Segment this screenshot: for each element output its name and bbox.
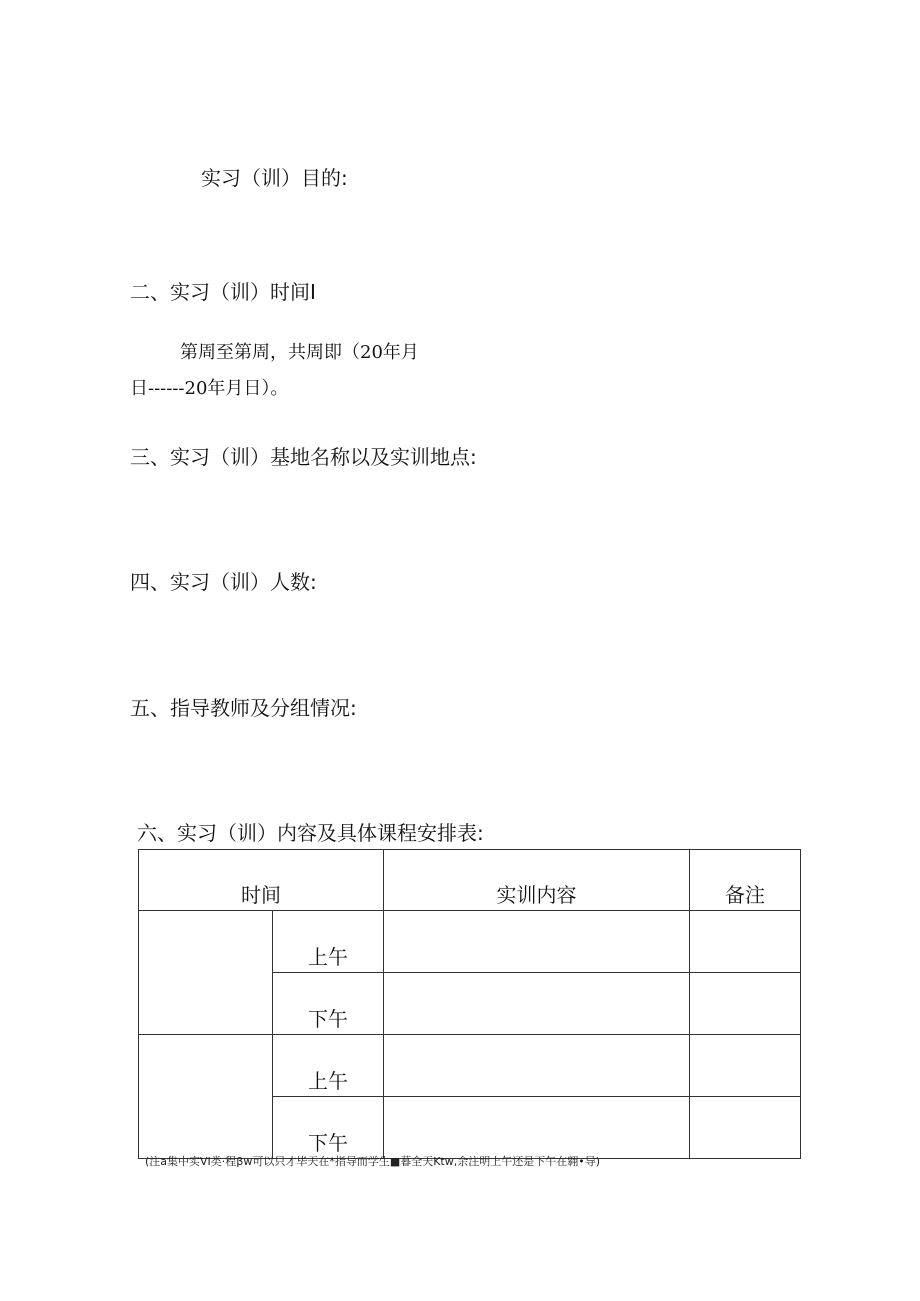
time-description-line-1: 第周至第周，共周即（20年月	[180, 342, 419, 363]
heading-instructors: 五、指导教师及分组情况:	[130, 696, 357, 720]
schedule-table	[138, 849, 801, 1159]
remark-cell[interactable]	[690, 973, 801, 1035]
day-cell[interactable]	[139, 911, 273, 1035]
period-cell: 下午	[273, 973, 384, 1035]
heading-headcount: 四、实习（训）人数:	[130, 570, 317, 594]
content-cell[interactable]	[384, 973, 690, 1035]
period-cell: 上午	[273, 1035, 384, 1097]
remark-cell[interactable]	[690, 1097, 801, 1159]
day-cell[interactable]	[139, 1035, 273, 1159]
time-description-line-2: 日------20年月日）。	[130, 378, 289, 399]
header-time: 时间	[139, 850, 384, 911]
heading-time: 二、实习（训）时间I	[130, 280, 316, 304]
content-cell[interactable]	[384, 911, 690, 973]
header-remark: 备注	[690, 850, 801, 911]
table-header-row	[139, 850, 801, 911]
table-footnote: (注a集中实VI类·程βw可以只才毕天在*指导而学生■暮全天Ktw,余注明上午还是下午在翱•导)	[145, 1155, 601, 1168]
period-cell: 上午	[273, 911, 384, 973]
remark-cell[interactable]	[690, 911, 801, 973]
table-row	[139, 1035, 801, 1097]
heading-schedule: 六、实习（训）内容及具体课程安排表:	[137, 821, 484, 845]
content-cell[interactable]	[384, 1035, 690, 1097]
period-cell: 下午	[273, 1097, 384, 1159]
table-row	[139, 911, 801, 973]
content-cell[interactable]	[384, 1097, 690, 1159]
heading-purpose: 实习（训）目的:	[201, 166, 348, 190]
remark-cell[interactable]	[690, 1035, 801, 1097]
heading-base-location: 三、实习（训）基地名称以及实训地点:	[130, 445, 477, 469]
header-content: 实训内容	[384, 850, 690, 911]
